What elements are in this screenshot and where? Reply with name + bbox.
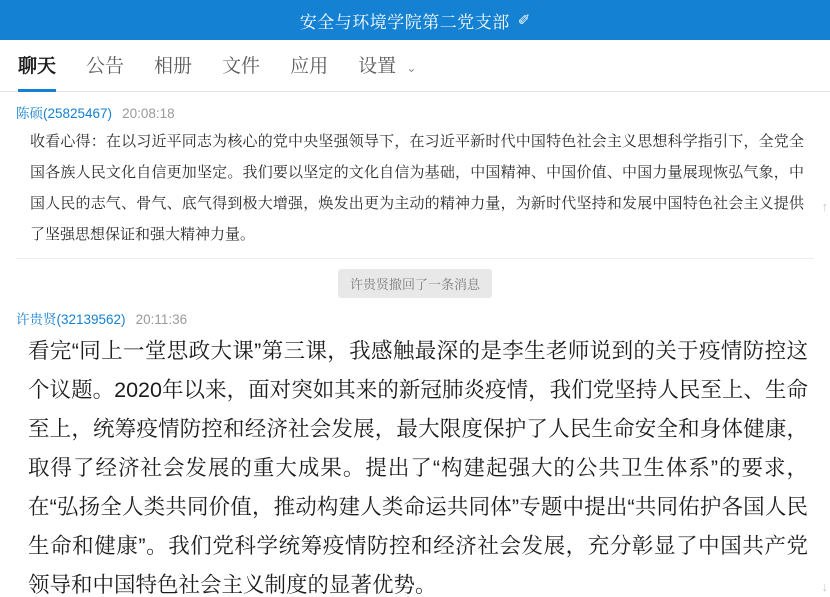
sender-name[interactable]: 许贵贤 — [16, 312, 57, 327]
message-item — [16, 102, 814, 250]
tab-announcements[interactable] — [86, 51, 124, 80]
chevron-down-icon: ⌄ — [406, 61, 417, 75]
tab-chat[interactable] — [18, 51, 56, 80]
tab-chat-label: 聊天 — [18, 56, 57, 77]
message-list[interactable] — [0, 92, 830, 597]
group-title: 安全与环境学院第二党支部 — [299, 12, 510, 32]
tab-settings-label: 设置 — [358, 56, 397, 77]
message-text: 收看心得：在以习近平同志为核心的党中央坚强领导下，在习近平新时代中国特色社会主义思想科学指引下，全党全国各族人民文化自信更加坚定。我们要以坚定的文化自信为基础，中国精神、中国价值、中国力量展现恢弘气象，中国人民的志气、骨气、底气得到极大增强，焕发出更为主动的精神力量，为新时代坚持和发展中国特色社会主义提供了坚强思想保证和强大精神力量。 — [30, 133, 804, 243]
system-notice-row — [16, 269, 814, 298]
title-bar — [0, 0, 830, 40]
message-item — [16, 308, 814, 597]
tab-announcements-label: 公告 — [86, 56, 125, 77]
message-header — [16, 102, 814, 122]
sender-name[interactable]: 陈硕 — [16, 106, 43, 121]
message-header — [16, 308, 814, 328]
tab-apps[interactable] — [290, 51, 328, 80]
message-divider — [16, 258, 814, 259]
message-time: 20:11:36 — [135, 312, 188, 327]
edit-pencil-icon[interactable]: ✐ — [517, 11, 531, 29]
tab-settings[interactable] — [358, 51, 416, 80]
tab-files[interactable] — [222, 51, 260, 80]
sender-uid: (25825467) — [43, 106, 113, 121]
tab-bar — [0, 40, 830, 92]
tab-apps-label: 应用 — [290, 56, 329, 77]
message-time: 20:08:18 — [122, 106, 175, 121]
sender-uid: (32139562) — [56, 312, 126, 327]
message-text: 看完“同上一堂思政大课”第三课，我感触最深的是李生老师说到的关于疫情防控这个议题。2020年以来，面对突如其来的新冠肺炎疫情，我们党坚持人民至上、生命至上，统筹疫情防控和经济社会发展，最大限度保护了人民生命安全和身体健康，取得了经济社会发展的重大成果。提出了“构建起强大的公共卫生体系”的要求，在“弘扬全人类共同价值，推动构建人类命运共同体”专题中提出“共同佑护各国人民生命和健康”。我们党科学统筹疫情防控和经济社会发展，充分彰显了中国共产党领导和中国特色社会主义制度的显著优势。 — [28, 339, 808, 597]
tab-album[interactable] — [154, 51, 192, 80]
tab-album-label: 相册 — [154, 56, 193, 77]
scroll-down-marker[interactable]: ↓ — [821, 579, 828, 594]
scroll-up-marker[interactable]: ↑ — [821, 199, 828, 214]
tab-files-label: 文件 — [222, 56, 261, 77]
recall-notice: 许贵贤撤回了一条消息 — [338, 269, 492, 298]
